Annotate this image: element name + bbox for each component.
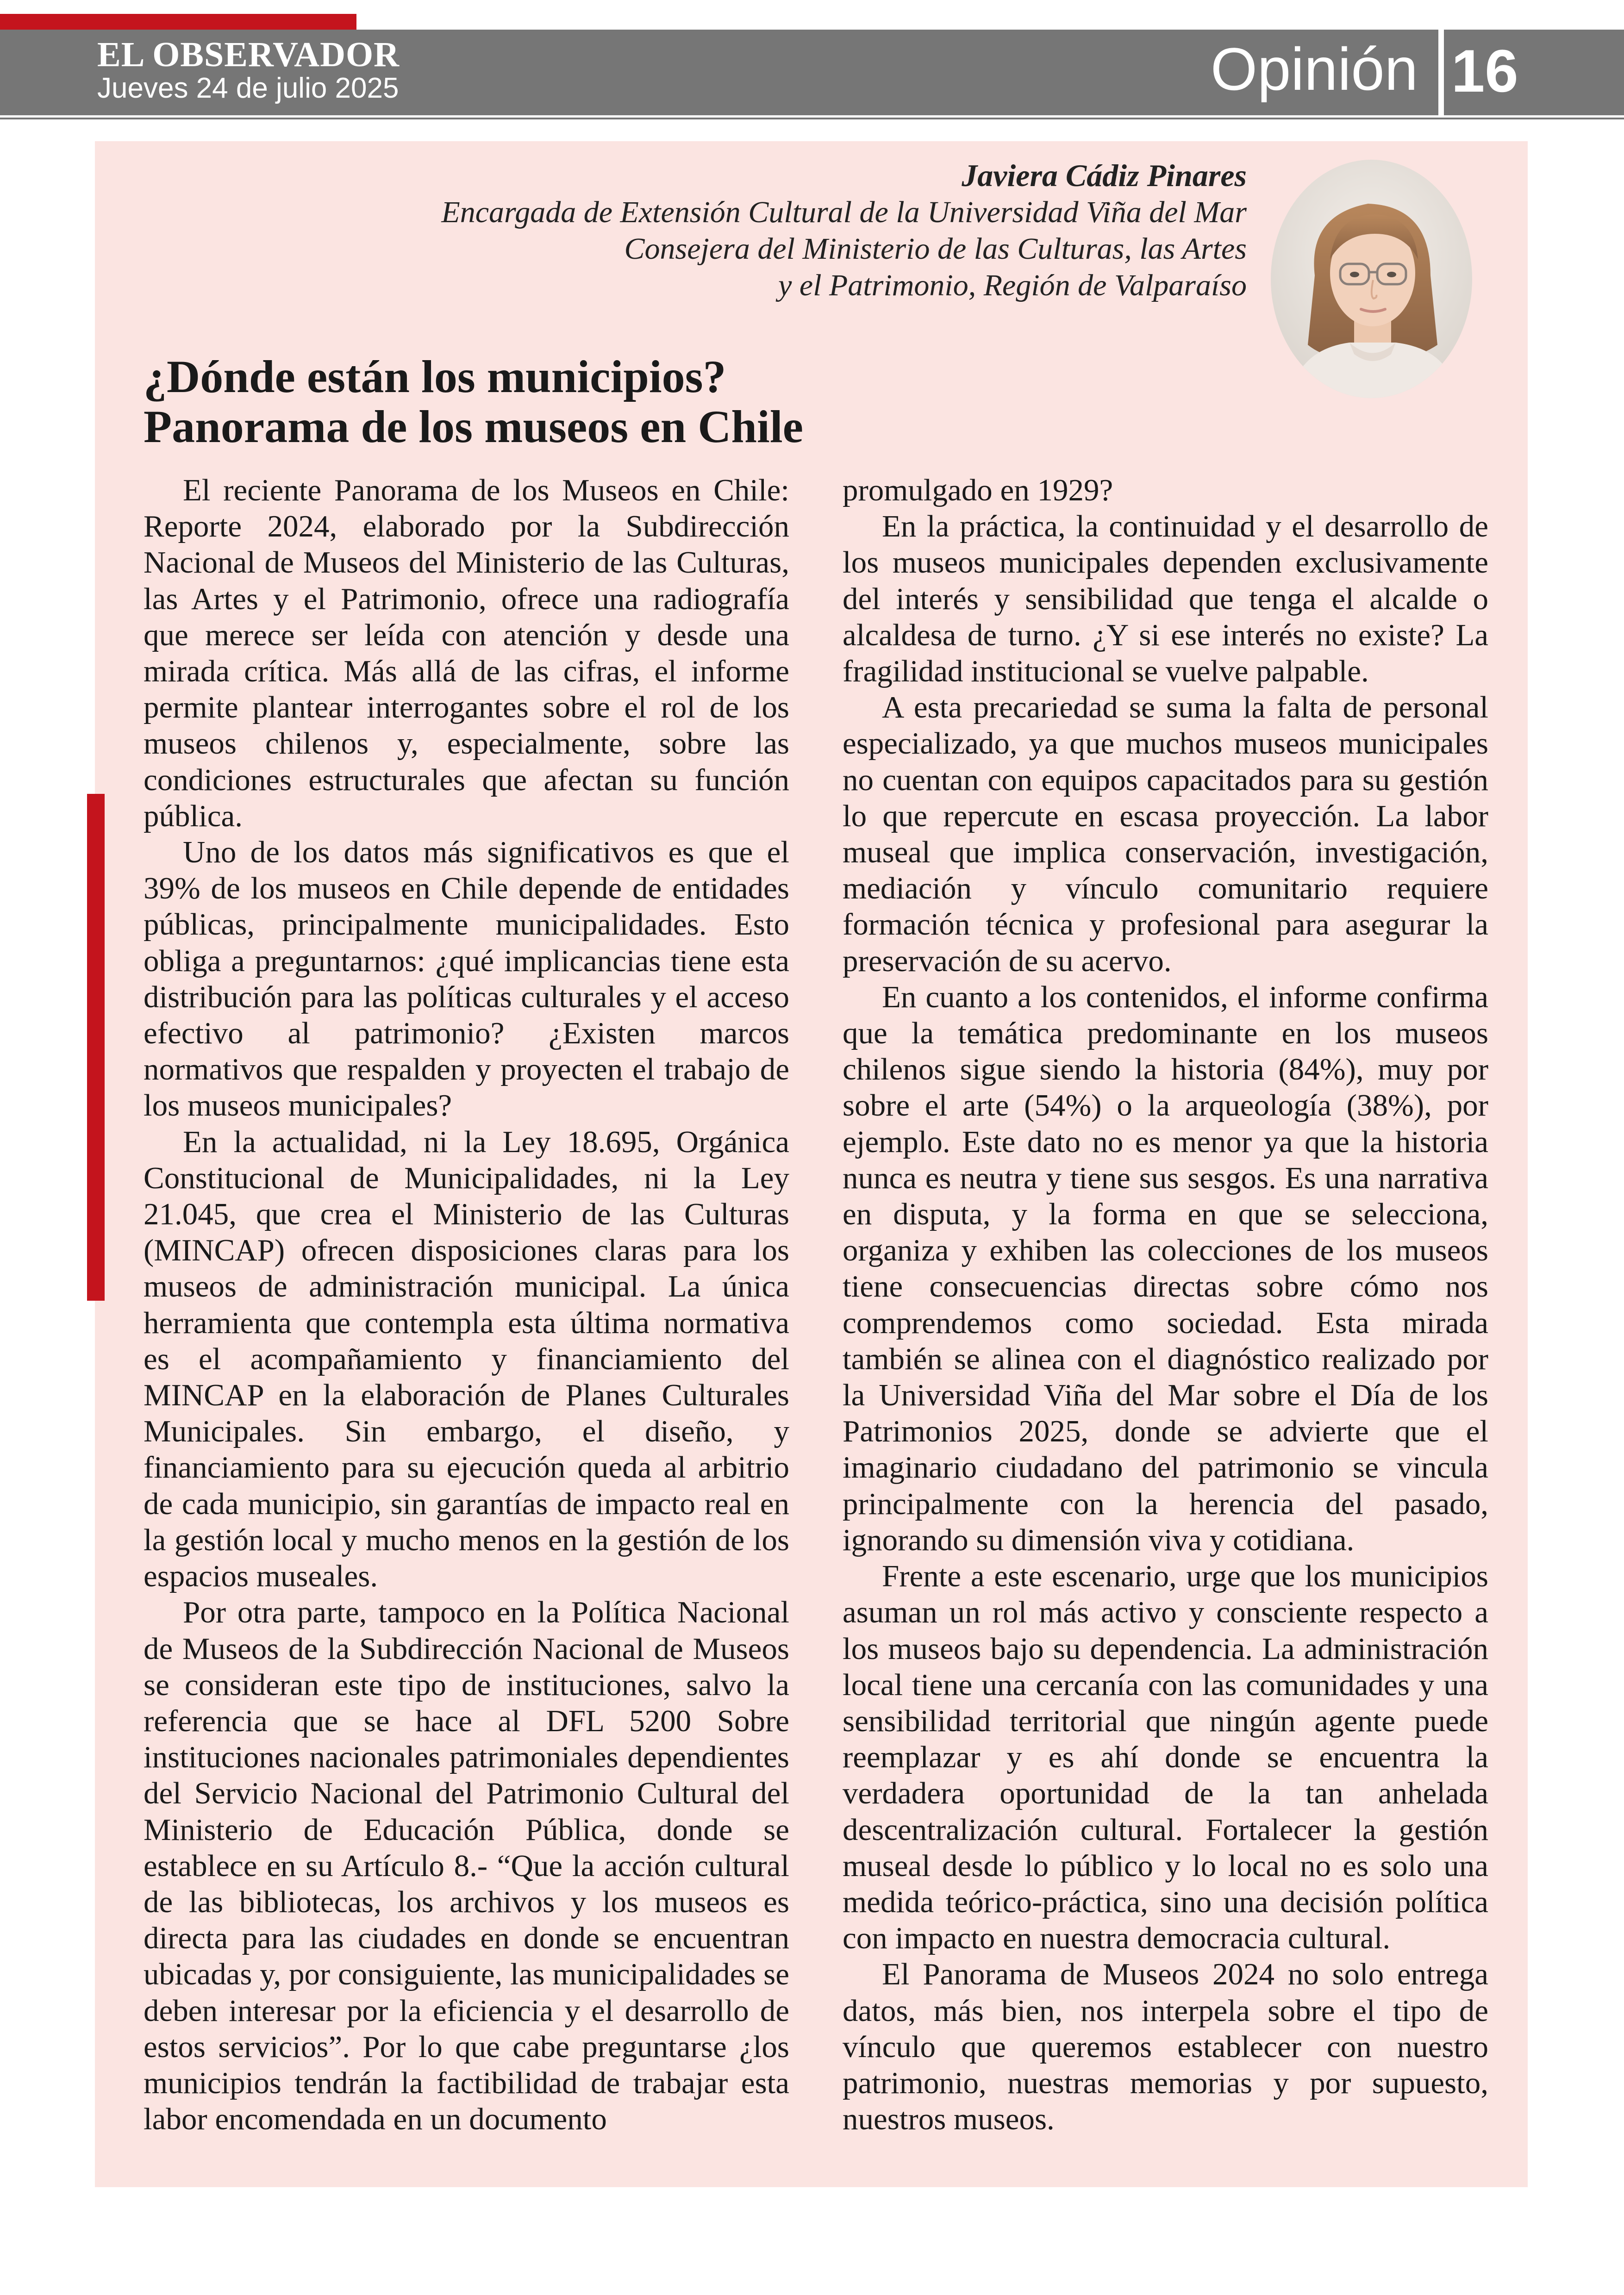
author-portrait [1271,160,1472,398]
byline [441,157,1247,304]
paragraph: Uno de los datos más significativos es que el 39% de los museos en Chile depende de entidades públicas, principalmente municipalidades. Esto obliga a preguntarnos: ¿qué implicancias tiene esta distribución para las políticas culturales y el acceso efectivo al patrimonio? ¿Existen marcos normativos que respalden y proyecten el trabajo de los museos municipales? [144,835,789,1123]
header-divider [0,118,1624,119]
paragraph: El reciente Panorama de los Museos en Chile: Reporte 2024, elaborado por la Subdirección Nacional de Museos del Ministerio de las Culturas, las Artes y el Patrimonio, ofrece una radiografía que merece ser leída con atención y desde una mirada crítica. Más allá de las cifras, el informe permite plantear interrogantes sobre el rol de los museos chilenos y, especialmente, sobre las condiciones estructurales que afectan su función pública. [144,473,789,833]
left-accent-bar [87,794,105,1301]
paragraph: En cuanto a los contenidos, el informe confirma que la temática predominante en los museos chilenos sigue siendo la historia (84%), muy por sobre el arte (54%) o la arqueología (38%), por ejemplo. Este dato no es menor ya que la historia nunca es neutra y tiene sus sesgos. Es una narrativa en disputa, y la forma en que se selecciona, organiza y exhiben las colecciones de los museos tiene consecuencias directas sobre cómo nos comprendemos como sociedad. Esta mirada también se alinea con el diagnóstico realizado por la Universidad Viña del Mar sobre el Día de los Patrimonios 2025, donde se advierte que el imaginario ciudadano del patrimonio se vincula principalmente con la herencia del pasado, ignorando su dimensión viva y cotidiana. [843,979,1488,1557]
headline-line: Panorama de los museos en Chile [144,401,803,452]
paragraph: El Panorama de Museos 2024 no solo entrega datos, más bien, nos interpela sobre el tipo de vínculo que queremos establecer con nuestro patrimonio, nuestras memorias y por supuesto, nuestros museos. [843,1957,1488,2137]
section-divider [1438,30,1444,115]
author-name: Javiera Cádiz Pinares [962,158,1247,193]
newspaper-name: EL OBSERVADOR [97,35,400,74]
author-role: Encargada de Extensión Cultural de la Universidad Viña del Mar [441,195,1247,229]
header-accent-bar [0,14,356,30]
paragraph: A esta precariedad se suma la falta de personal especializado, ya que muchos museos municipales no cuentan con equipos capacitados para su gestión lo que repercute en escasa proyección. La labor museal que implica conservación, investigación, mediación y vínculo comunitario requiere formación técnica y profesional para asegurar la preservación de su acervo. [843,690,1488,978]
paragraph: En la práctica, la continuidad y el desarrollo de los museos municipales dependen exclusivamente del interés y sensibilidad que tenga el alcalde o alcaldesa de turno. ¿Y si ese interés no existe? La fragilidad institucional se vuelve palpable. [843,509,1488,689]
article-column-left [144,472,789,2137]
page-number: 16 [1451,37,1518,105]
headline-line: ¿Dónde están los municipios? [144,351,726,402]
author-role: y el Patrimonio, Región de Valparaíso [778,268,1247,302]
paragraph: Frente a este escenario, urge que los municipios asuman un rol más activo y consciente respecto a los museos bajo su dependencia. La administración local tiene una cercanía con las comunidades y una sensibilidad territorial que ningún agente puede reemplazar y es ahí donde se encuentra la verdadera oportunidad de la tan anhelada descentralización cultural. Fortalecer la gestión museal desde lo público y lo local no es solo una medida teórico-práctica, sino una decisión política con impacto en nuestra democracia cultural. [843,1559,1488,1956]
issue-date: Jueves 24 de julio 2025 [97,72,399,104]
paragraph: En la actualidad, ni la Ley 18.695, Orgánica Constitucional de Municipalidades, ni la Ley 21.045, que crea el Ministerio de las Culturas (MINCAP) ofrecen disposiciones claras para los museos de administración municipal. La única herramienta que contempla esta última normativa es el acompañamiento y financiamiento del MINCAP en la elaboración de Planes Culturales Municipales. Sin embargo, el diseño, y financiamiento para su ejecución queda al arbitrio de cada municipio, sin garantías de impacto real en la gestión local y mucho menos en la gestión de los espacios museales. [144,1124,789,1594]
paragraph-continuation: promulgado en 1929? [843,473,1113,507]
author-role: Consejera del Ministerio de las Culturas, las Artes [624,232,1247,266]
section-title: Opinión [1210,35,1418,103]
article-headline [144,352,1208,452]
paragraph: Por otra parte, tampoco en la Política Nacional de Museos de la Subdirección Nacional de Museos se consideran este tipo de instituciones, salvo la referencia que se hace al DFL 5200 Sobre instituciones nacionales patrimoniales dependientes del Servicio Nacional del Patrimonio Cultural del Ministerio de Educación Pública, donde se establece en su Artículo 8.- “Que la acción cultural de las bibliotecas, los archivos y los museos es directa para las ciudades en donde se encuentran ubicadas y, por consiguiente, las municipalidades se deben interesar por la eficiencia y el desarrollo de estos servicios”. Por lo que cabe preguntarse ¿los municipios tendrán la factibilidad de trabajar esta labor encomendada en un documento [144,1595,789,2137]
article-column-right [843,472,1488,2137]
